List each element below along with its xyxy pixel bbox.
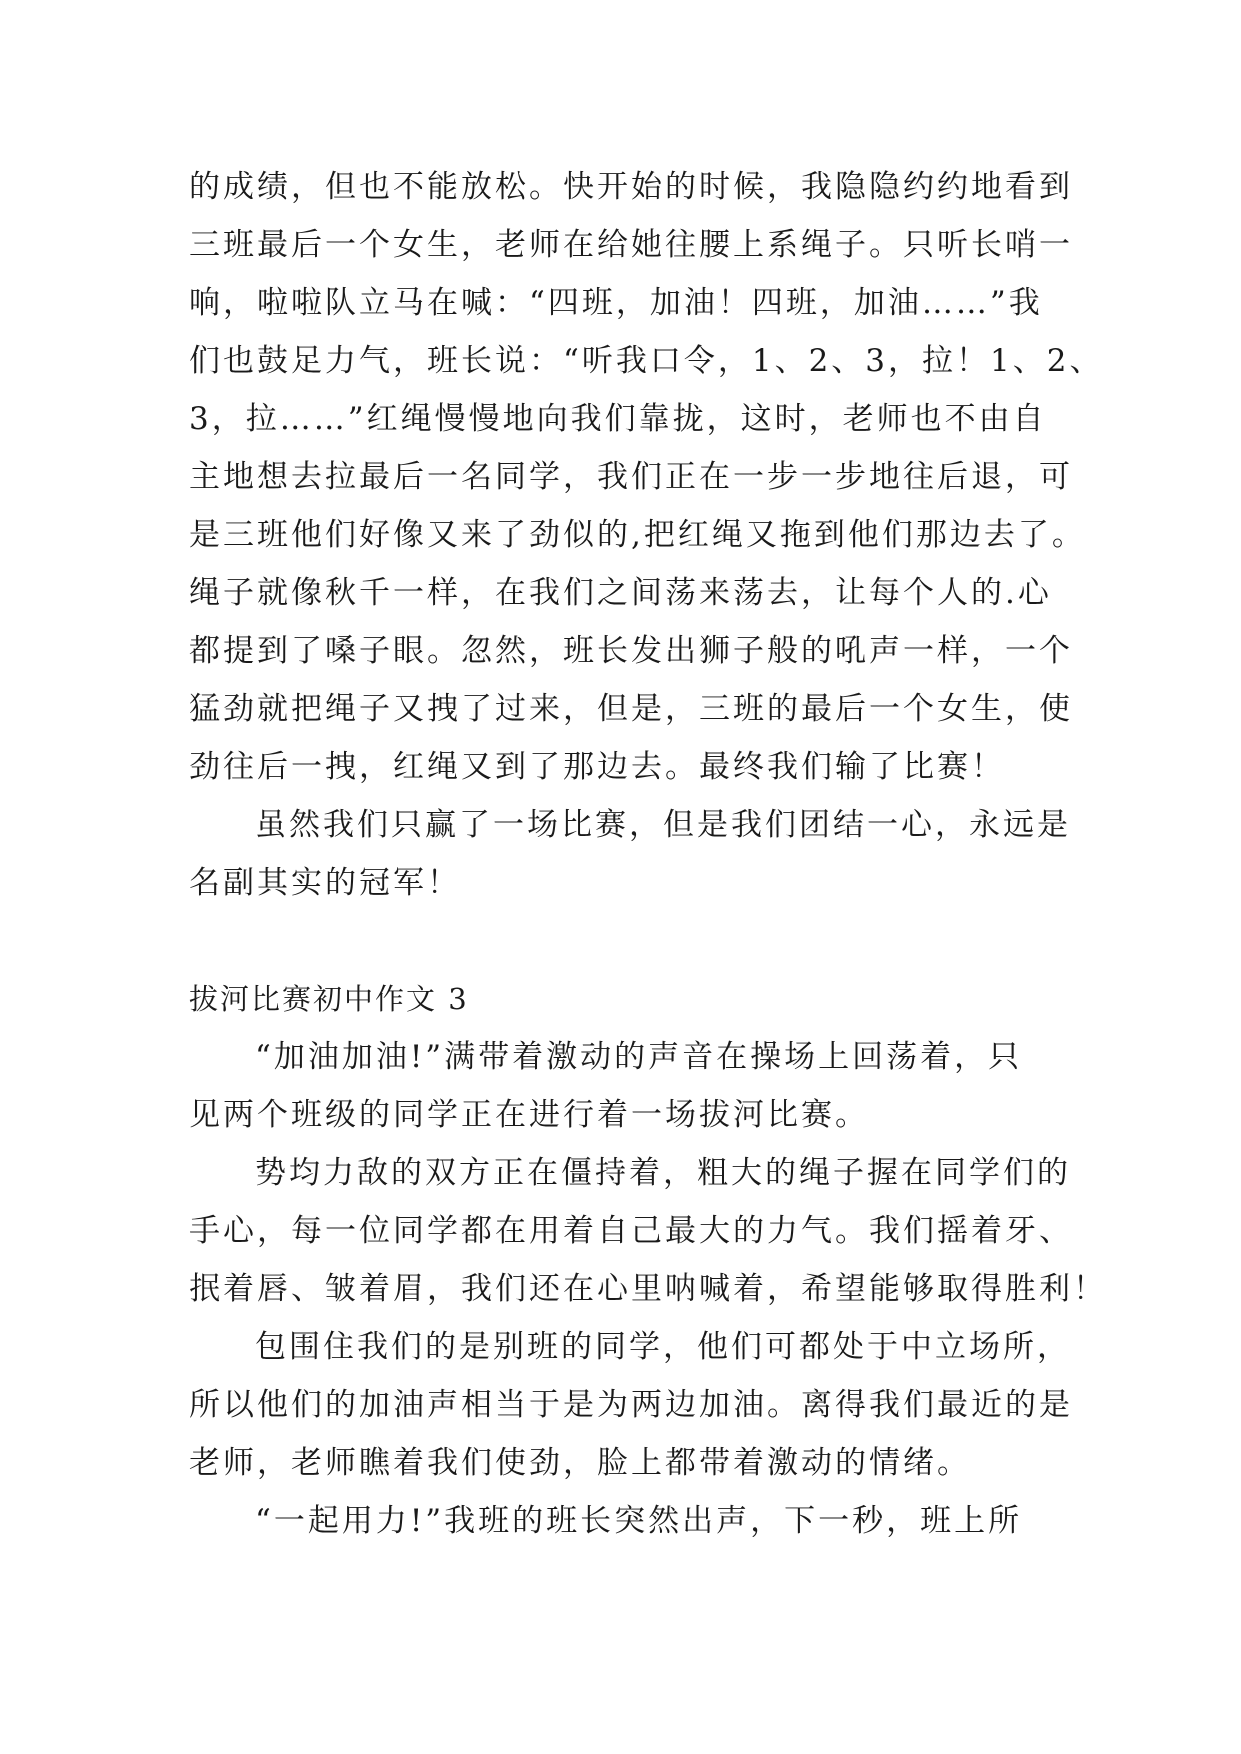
text-line: 手心，每一位同学都在用着自己最大的力气。我们摇着牙、 xyxy=(189,1213,1073,1249)
paragraph-start-line: 虽然我们只赢了一场比赛，但是我们团结一心，永远是 xyxy=(255,807,1071,843)
paragraph-start-line: “一起用力!”我班的班长突然出声，下一秒，班上所 xyxy=(255,1503,1023,1539)
text-line: 是三班他们好像又来了劲似的,把红绳又拖到他们那边去了。 xyxy=(189,517,1086,553)
text-line: 劲往后一拽，红绳又到了那边去。最终我们输了比赛！ xyxy=(189,749,1005,785)
paragraph-start-line: 势均力敌的双方正在僵持着，粗大的绳子握在同学们的 xyxy=(255,1155,1071,1191)
text-line: 见两个班级的同学正在进行着一场拔河比赛。 xyxy=(189,1097,869,1133)
text-line: 抿着唇、皱着眉，我们还在心里呐喊着，希望能够取得胜利！ xyxy=(189,1271,1107,1307)
text-line: 响，啦啦队立马在喊：“四班，加油！四班，加油……”我 xyxy=(189,285,1043,321)
essay-text xyxy=(189,158,1107,1550)
text-line: 所以他们的加油声相当于是为两边加油。离得我们最近的是 xyxy=(189,1387,1073,1423)
section-heading: 拔河比赛初中作文 3 xyxy=(189,982,469,1016)
text-line: 三班最后一个女生，老师在给她往腰上系绳子。只听长哨一 xyxy=(189,227,1073,263)
text-line: 绳子就像秋千一样，在我们之间荡来荡去，让每个人的.心 xyxy=(189,575,1052,611)
paragraph-start-line: “加油加油!”满带着激动的声音在操场上回荡着，只 xyxy=(255,1039,1023,1075)
text-line: 名副其实的冠军！ xyxy=(189,865,461,901)
text-line: 老师，老师瞧着我们使劲，脸上都带着激动的情绪。 xyxy=(189,1445,971,1481)
text-line: 3，拉……”红绳慢慢地向我们靠拢，这时，老师也不由自 xyxy=(189,401,1047,437)
text-line: 的成绩，但也不能放松。快开始的时候，我隐隐约约地看到 xyxy=(189,169,1073,205)
text-line: 都提到了嗓子眼。忽然，班长发出狮子般的吼声一样，一个 xyxy=(189,633,1073,669)
section-spacer xyxy=(189,912,1059,970)
paragraph-start-line: 包围住我们的是别班的同学，他们可都处于中立场所， xyxy=(255,1329,1071,1365)
text-line: 们也鼓足力气，班长说：“听我口令，1、2、3，拉！1、2、 xyxy=(189,343,1104,379)
text-line: 猛劲就把绳子又拽了过来，但是，三班的最后一个女生，使 xyxy=(189,691,1073,727)
text-line: 主地想去拉最后一名同学，我们正在一步一步地往后退，可 xyxy=(189,459,1073,495)
